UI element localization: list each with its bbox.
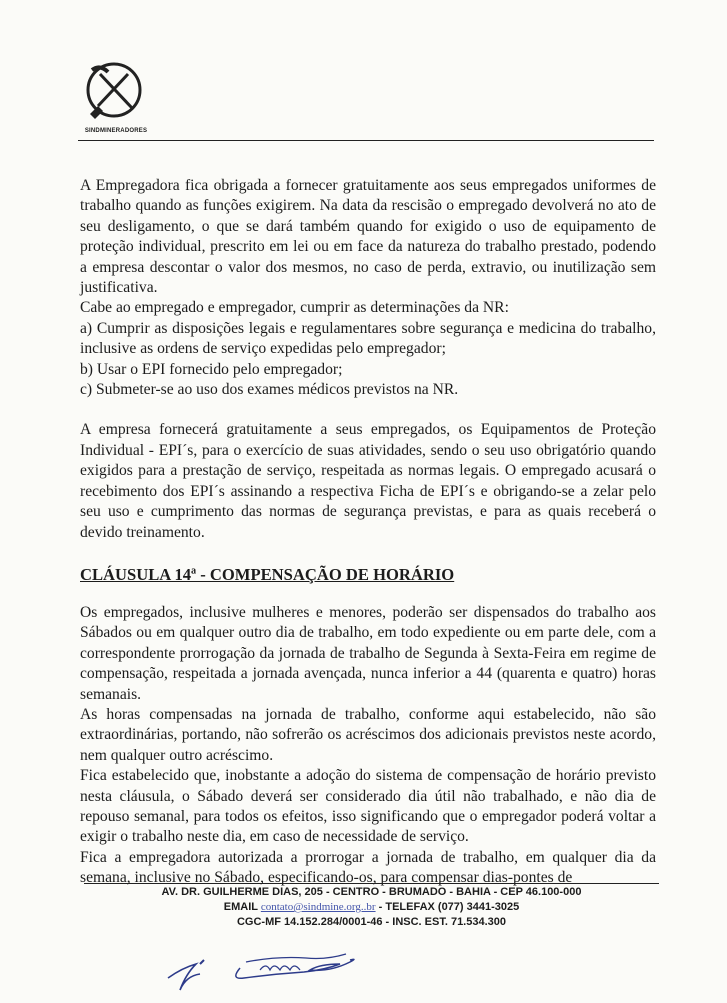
clause-title: CLÁUSULA 14ª - COMPENSAÇÃO DE HORÁRIO	[80, 564, 455, 584]
signature-icon	[160, 938, 400, 998]
nr-item-c: c) Submeter-se ao uso dos exames médicos previstos na NR.	[80, 381, 459, 399]
handwritten-signature	[160, 938, 400, 998]
logo-caption: SINDMINERADORES	[84, 128, 148, 134]
document-body	[80, 176, 656, 889]
epi-paragraph: A empresa fornecerá gratuitamente a seus empregados, os Equipamentos de Proteção Individual - EPI´s, para o exercício de suas atividades, sendo o seu uso obrigatório quando exigidos para a prestação de serviço, respeitada as normas legais. O empregado acusará o recebimento dos EPI´s assinando a respectiva Ficha de EPI´s e obrigando-se a zelar pelo seu uso e cumprimento das normas de segurança previstas, e para as quais receberá o devido treinamento.	[80, 421, 656, 541]
pick-and-shovel-icon	[76, 56, 156, 136]
footer-divider	[84, 883, 659, 884]
clause-paragraph-1: Os empregados, inclusive mulheres e menores, poderão ser dispensados do trabalho aos Sábados ou em qualquer outro dia de trabalho, em todo expediente ou em parte dele, com a correspondente prorrogação da jornada de trabalho de Segunda à Sexta-Feira em regime de compensação, respeitada a jornada avençada, nunca inferior a 44 (quarenta e quatro) horas semanais.	[80, 603, 656, 703]
footer	[84, 885, 659, 930]
nr-item-b: b) Usar o EPI fornecido pelo empregador;	[80, 360, 343, 378]
clause-paragraph-2: As horas compensadas na jornada de trabalho, conforme aqui estabelecido, não são extraordinárias, portando, não sofrerão os acréscimos dos adicionais previstos neste acordo, nem qualquer outro acréscimo.	[80, 705, 656, 764]
email-label: EMAIL	[223, 901, 258, 913]
clause-paragraph-4: Fica a empregadora autorizada a prorrogar a jornada de trabalho, em qualquer dia da semana, inclusive no Sábado, especificando-os, para compensar dias-pontes de	[80, 848, 656, 887]
nr-item-a: a) Cumprir as disposições legais e regulamentares sobre segurança e medicina do trabalho, inclusive as ordens de serviço expedidas pelo empregador;	[80, 319, 656, 358]
footer-address: AV. DR. GUILHERME DIAS, 205 - CENTRO - BRUMADO - BAHIA - CEP 46.100-000	[161, 886, 582, 898]
nr-intro-paragraph: Cabe ao empregado e empregador, cumprir as determinações da NR:	[80, 299, 509, 317]
footer-registration: CGC-MF 14.152.284/0001-46 - INSC. EST. 71.534.300	[236, 916, 507, 928]
header-divider	[78, 140, 654, 141]
footer-contact	[84, 900, 659, 915]
email-link[interactable]: contato@sindmine.org..br	[260, 901, 376, 913]
uniform-paragraph: A Empregadora fica obrigada a fornecer gratuitamente aos seus empregados uniformes de trabalho quando as funções exigirem. Na data da rescisão o empregado devolverá no ato de seu desligamento, o que se dará também quando for exigido o uso de equipamento de proteção individual, prescrito em lei ou em face da natureza do trabalho prestado, podendo a empresa descontar o valor dos mesmos, no caso de perda, extravio, ou inutilização sem justificativa.	[80, 177, 656, 297]
clause-paragraph-3: Fica estabelecido que, inobstante a adoção do sistema de compensação de horário previsto nesta cláusula, o Sábado deverá ser considerado dia útil não trabalhado, e não dia de repouso semanal, para todos os efeitos, isso significando que o empregador poderá voltar a exigir o trabalho neste dia, em caso de necessidade de serviço.	[80, 767, 656, 846]
telefax: - TELEFAX (077) 3441-3025	[378, 901, 520, 913]
